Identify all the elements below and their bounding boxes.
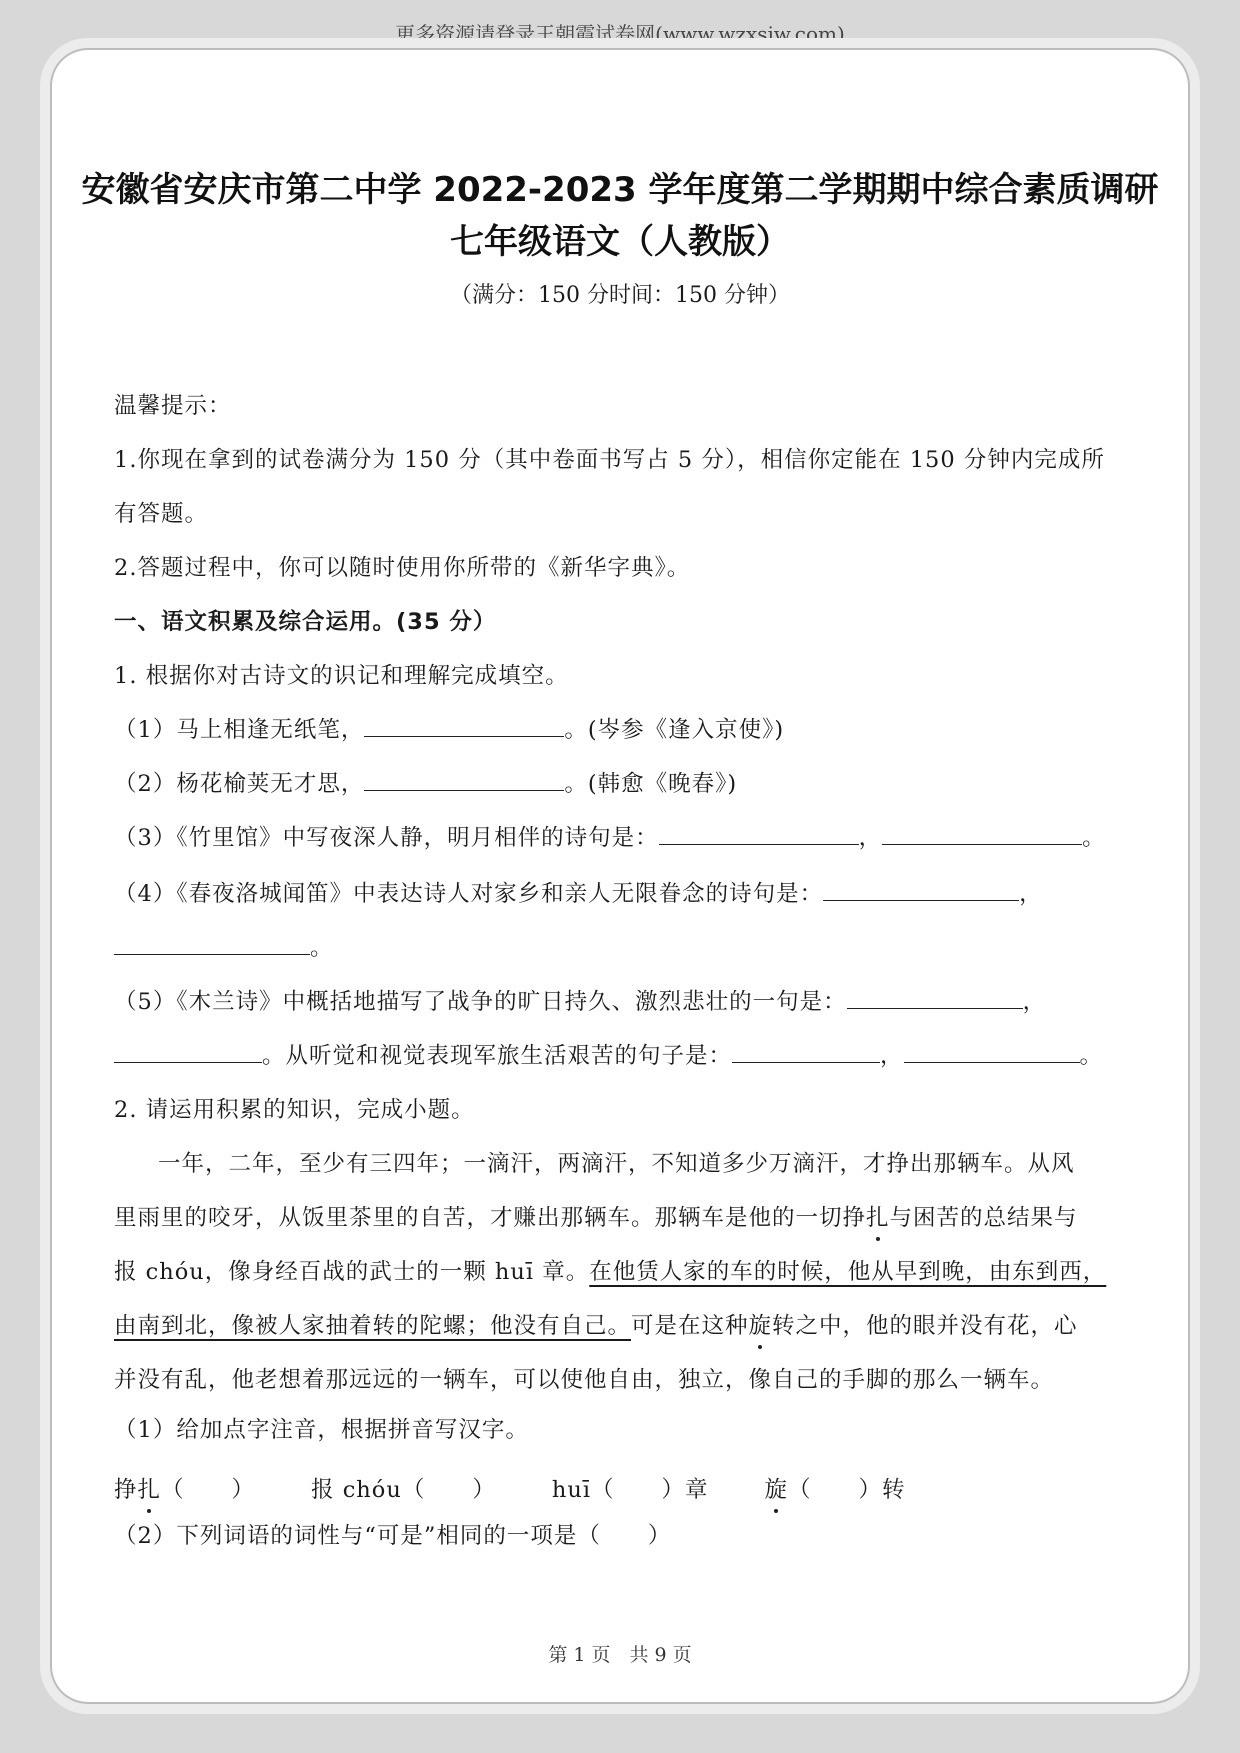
answer-blank[interactable] <box>732 1042 880 1063</box>
question-1-part-5-cont <box>114 1038 1103 1070</box>
answer-blank[interactable] <box>823 880 1019 901</box>
part-3-prompt: （3）《竹里馆》中写夜深人静，明月相伴的诗句是： <box>114 825 659 851</box>
tip-item-1-cont: 有答题。 <box>114 501 209 527</box>
fill-item-2[interactable]: 报 chóu（ ） <box>311 1477 496 1503</box>
period: 。 <box>1079 1043 1104 1069</box>
dotted-char: 扎 <box>866 1205 890 1231</box>
part-1-source: 。(岑参《逢入京使》) <box>564 717 785 743</box>
tip-item-1: 1.你现在拿到的试卷满分为 150 分（其中卷面书写占 5 分），相信你定能在 150 分钟内完成所 <box>114 447 1105 473</box>
part-2-source: 。(韩愈《晚春》) <box>564 771 738 797</box>
passage-line-2 <box>114 1200 1078 1232</box>
passage-line-1: 一年，二年，至少有三四年；一滴汗，两滴汗，不知道多少万滴汗，才挣出那辆车。从风 <box>158 1151 1075 1177</box>
question-1-part-4-cont <box>114 930 334 962</box>
question-2-sub-1: （1）给加点字注音，根据拼音写汉字。 <box>114 1417 529 1443</box>
fill-bracket: （ ）转 <box>788 1477 906 1503</box>
question-1-part-1 <box>114 712 784 744</box>
tips-heading: 温馨提示： <box>114 393 232 419</box>
part-4-prompt: （4）《春夜洛城闻笛》中表达诗人对家乡和亲人无限眷念的诗句是： <box>114 881 824 907</box>
question-2-stem: 2. 请运用积累的知识，完成小题。 <box>114 1097 475 1123</box>
answer-blank[interactable] <box>364 716 564 737</box>
page-number: 第 1 页 共 9 页 <box>548 1644 692 1666</box>
passage-text: 转之中，他的眼并没有花，心 <box>772 1313 1078 1339</box>
comma: ， <box>1019 881 1043 907</box>
passage-line-4 <box>114 1308 1078 1340</box>
period: 。 <box>310 935 334 961</box>
answer-blank[interactable] <box>904 1042 1080 1063</box>
exam-title: 安徽省安庆市第二中学 2022-2023 学年度第二学期期中综合素质调研 <box>81 170 1159 210</box>
fill-item-4[interactable] <box>765 1477 906 1503</box>
answer-blank[interactable] <box>114 1042 262 1063</box>
answer-blank[interactable] <box>882 824 1082 845</box>
part-5-prompt: （5）《木兰诗》中概括地描写了战争的旷日持久、激烈悲壮的一句是： <box>114 989 847 1015</box>
source-banner: 更多资源请登录王朝霞试卷网(www.wzxsjw.com) <box>395 22 845 46</box>
fill-row <box>114 1472 906 1504</box>
comma: ， <box>858 825 883 851</box>
comma: ， <box>1022 989 1047 1015</box>
passage-line-5: 并没有乱，他老想着那远远的一辆车，可以使他自由，独立，像自己的手脚的那么一辆车。 <box>114 1367 1055 1393</box>
section-heading: 一、语文积累及综合运用。(35 分） <box>114 609 497 635</box>
part-1-prompt: （1）马上相逢无纸笔， <box>114 717 365 743</box>
dotted-char: 旋 <box>764 1477 789 1503</box>
fill-item-3[interactable]: huī（ ）章 <box>551 1477 709 1503</box>
score-time-info: （满分：150 分时间：150 分钟） <box>450 283 790 308</box>
passage-line-3 <box>114 1254 1106 1286</box>
answer-blank[interactable] <box>114 934 310 955</box>
question-1-part-4 <box>114 876 1043 908</box>
question-1-part-2 <box>114 766 737 798</box>
question-2-sub-2: （2）下列词语的词性与“可是”相同的一项是（ ） <box>114 1523 672 1549</box>
fill-bracket: （ ） <box>161 1477 256 1503</box>
comma: ， <box>880 1043 904 1069</box>
answer-blank[interactable] <box>659 824 859 845</box>
exam-subject: 七年级语文（人教版） <box>450 222 790 262</box>
underlined-sentence: 在他赁人家的车的时候，他从早到晚，由东到西， <box>589 1259 1107 1285</box>
question-1-part-5 <box>114 984 1046 1016</box>
answer-blank[interactable] <box>847 988 1023 1009</box>
part-5-second-prompt: 。从听觉和视觉表现军旅生活艰苦的句子是： <box>262 1043 733 1069</box>
passage-text: 与困苦的总结果与 <box>889 1205 1078 1231</box>
dotted-char: 扎 <box>137 1477 162 1503</box>
dotted-char: 旋 <box>748 1313 773 1339</box>
tip-item-2: 2.答题过程中，你可以随时使用你所带的《新华字典》。 <box>114 555 691 581</box>
underlined-sentence: 由南到北，像被人家抽着转的陀螺；他没有自己。 <box>114 1313 632 1339</box>
passage-text: 里雨里的咬牙，从饭里茶里的自苦，才赚出那辆车。那辆车是他的一切挣 <box>114 1205 867 1231</box>
part-2-prompt: （2）杨花榆荚无才思， <box>114 771 365 797</box>
answer-blank[interactable] <box>364 770 564 791</box>
question-1-part-3 <box>114 820 1106 852</box>
fill-text: 挣 <box>114 1477 138 1503</box>
fill-item-1[interactable] <box>114 1477 255 1503</box>
passage-text: 可是在这种 <box>631 1313 749 1339</box>
period: 。 <box>1082 825 1106 851</box>
question-1-stem: 1. 根据你对古诗文的识记和理解完成填空。 <box>114 663 569 689</box>
passage-text: 报 chóu，像身经百战的武士的一颗 huī 章。 <box>114 1259 590 1285</box>
